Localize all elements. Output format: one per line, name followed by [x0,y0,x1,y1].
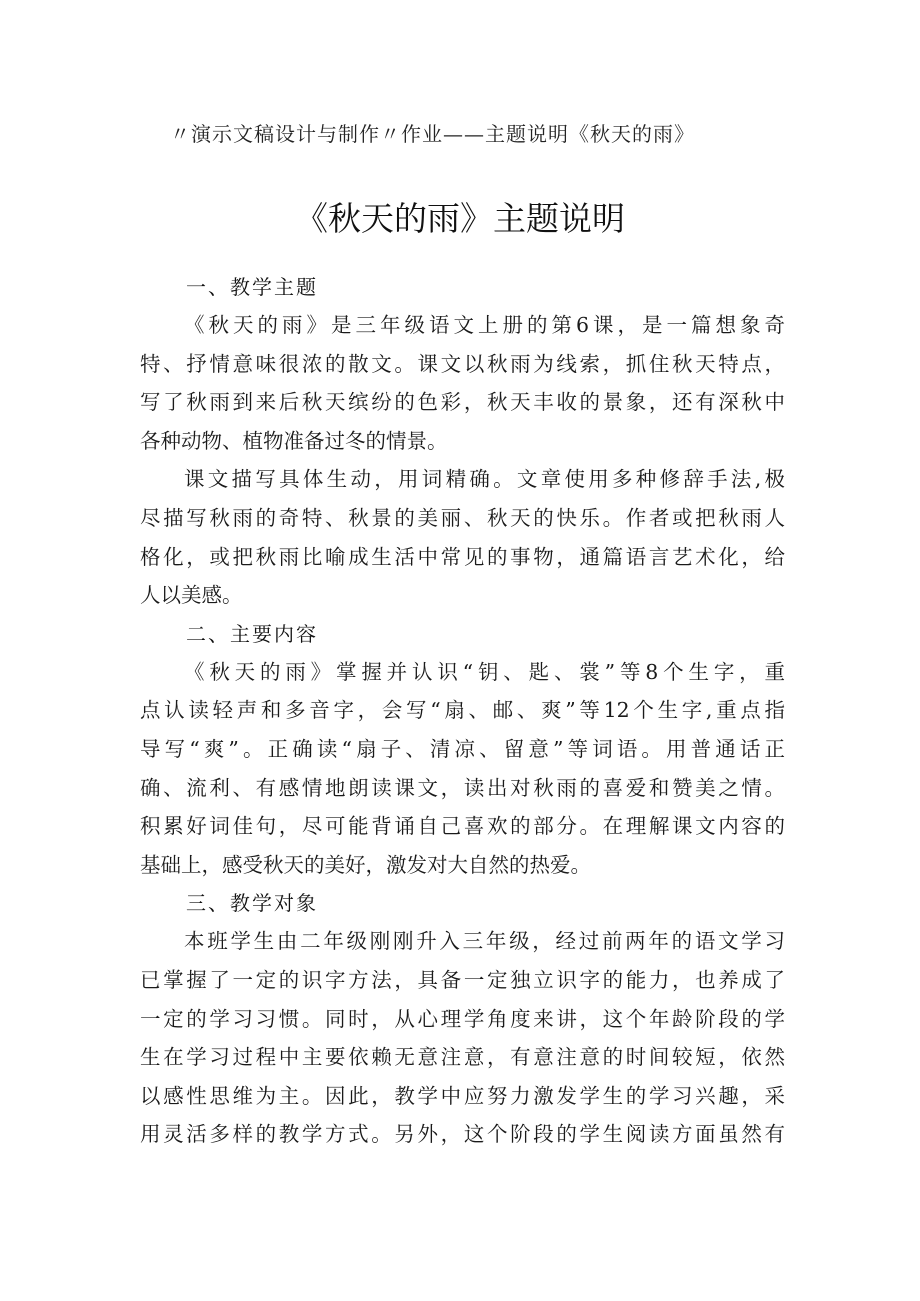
paragraph-line: 课文描写具体生动，用词精确。文章使用多种修辞手法,极 [184,467,785,492]
document-title: 《秋天的雨》主题说明 [295,199,625,238]
paragraph-line: 写了秋雨到来后秋天缤纷的色彩，秋天丰收的景象，还有深秋中 [140,390,785,415]
paragraph-line: 尽描写秋雨的奇特、秋景的美丽、秋天的快乐。作者或把秋雨人 [140,505,785,530]
paragraph-line: 特、抒情意味很浓的散文。课文以秋雨为线索，抓住秋天特点， [140,351,785,376]
paragraph-line: 导写“爽”。正确读“扇子、清凉、留意”等词语。用普通话正 [140,736,785,761]
paragraph-line: 本班学生由二年级刚刚升入三年级，经过前两年的语文学习 [184,929,785,954]
paragraph [140,922,785,1154]
paragraph-line: 一定的学习习惯。同时，从心理学角度来讲，这个年龄阶段的学 [140,1006,785,1031]
paragraph-line: 点认读轻声和多音字，会写“扇、邮、爽”等12个生字,重点指 [140,698,785,723]
section-heading-main-content: 二、主要内容 [186,621,318,646]
paragraph [140,306,785,460]
paragraph-line: 已掌握了一定的识字方法，具备一定独立识字的能力，也养成了 [140,967,785,992]
paragraph-line: 基础上，感受秋天的美好，激发对大自然的热爱。 [140,852,591,877]
paragraph-line: 以感性思维为主。因此，教学中应努力激发学生的学习兴趣，采 [140,1083,785,1108]
paragraph-line: 各种动物、植物准备过冬的情景。 [140,428,448,453]
section-heading-teaching-theme: 一、教学主题 [186,275,318,299]
paragraph-line: 人以美感。 [140,583,243,608]
paragraph-line: 《秋天的雨》是三年级语文上册的第6课，是一篇想象奇 [184,313,785,337]
paragraph-line: 用灵活多样的教学方式。另外，这个阶段的学生阅读方面虽然有 [140,1122,785,1147]
course-header-line: 〃演示文稿设计与制作〃作业——主题说明《秋天的雨》 [170,122,695,146]
paragraph-line: 生在学习过程中主要依赖无意注意，有意注意的时间较短，依然 [140,1045,785,1070]
paragraph-line: 格化，或把秋雨比喻成生活中常见的事物，通篇语言艺术化，给 [140,544,785,569]
paragraph-line: 积累好词佳句，尽可能背诵自己喜欢的部分。在理解课文内容的 [140,814,785,839]
paragraph-line: 确、流利、有感情地朗读课文，读出对秋雨的喜爱和赞美之情。 [140,775,785,800]
paragraph [140,460,785,614]
paragraph-line: 《秋天的雨》掌握并认识“钥、匙、裳”等8个生字，重 [184,659,785,684]
paragraph [140,653,785,885]
document-body [140,268,785,1154]
section-heading-teaching-audience: 三、教学对象 [186,891,318,916]
